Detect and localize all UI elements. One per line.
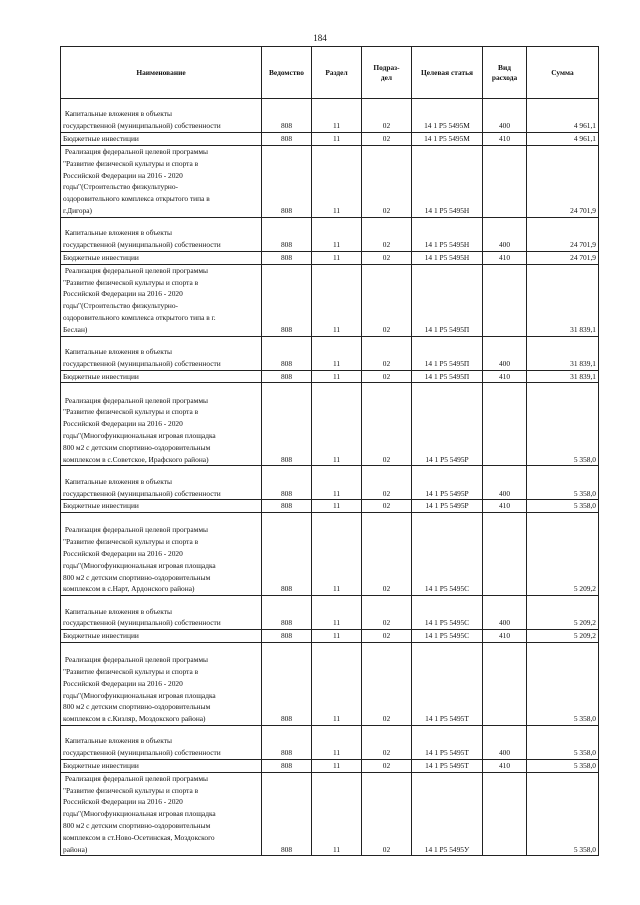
- cell-exp-type: 400: [483, 336, 527, 370]
- header-dept: Ведомство: [262, 47, 312, 99]
- cell-article: 14 1 Р5 5495Н: [412, 251, 483, 264]
- cell-exp-type: 400: [483, 596, 527, 630]
- table-row: [61, 336, 599, 370]
- cell-article: 14 1 Р5 5495Т: [412, 725, 483, 759]
- cell-name: Бюджетные инвестиции: [61, 370, 262, 383]
- table-row: [61, 264, 599, 336]
- cell-name: Реализация федеральной целевой программы "Развитие физической культуры и спорта в Российской Федерации на 2016 - 2020 годы"(Многофункциональная игровая площадка 800 м2 с детским спортивно-оздоровительным комплексом в ст.Ново-Осетинская, Моздокского района): [61, 772, 262, 856]
- cell-name: Реализация федеральной целевой программы "Развитие физической культуры и спорта в Российской Федерации на 2016 - 2020 годы"(Строительство физкультурно- оздоровительного комплекса открытого типа в г.Дигора): [61, 145, 262, 217]
- cell-exp-type: 400: [483, 725, 527, 759]
- cell-exp-type: [483, 772, 527, 856]
- header-subsection: Подраз- дел: [362, 47, 412, 99]
- cell-dept: 808: [262, 251, 312, 264]
- table-row: [61, 466, 599, 500]
- cell-section: 11: [312, 133, 362, 146]
- cell-name: Бюджетные инвестиции: [61, 251, 262, 264]
- cell-exp-type: [483, 383, 527, 466]
- cell-dept: 808: [262, 370, 312, 383]
- cell-sum: 31 839,1: [527, 264, 599, 336]
- table-row: [61, 772, 599, 856]
- table-row: [61, 642, 599, 725]
- cell-subsection: 02: [362, 642, 412, 725]
- cell-section: 11: [312, 145, 362, 217]
- cell-sum: 4 961,1: [527, 133, 599, 146]
- cell-sum: 5 358,0: [527, 772, 599, 856]
- cell-exp-type: 410: [483, 500, 527, 513]
- cell-name: Капитальные вложения в объекты государственной (муниципальной) собственности: [61, 466, 262, 500]
- table-row: [61, 596, 599, 630]
- cell-dept: 808: [262, 596, 312, 630]
- table-row: [61, 630, 599, 643]
- cell-sum: 5 358,0: [527, 383, 599, 466]
- cell-section: 11: [312, 370, 362, 383]
- cell-sum: 5 358,0: [527, 500, 599, 513]
- table-row: [61, 99, 599, 133]
- cell-exp-type: 400: [483, 466, 527, 500]
- cell-exp-type: 410: [483, 251, 527, 264]
- cell-subsection: 02: [362, 466, 412, 500]
- cell-sum: 5 358,0: [527, 466, 599, 500]
- cell-section: 11: [312, 99, 362, 133]
- cell-sum: 5 209,2: [527, 596, 599, 630]
- cell-exp-type: [483, 513, 527, 596]
- cell-article: 14 1 Р5 5495Т: [412, 642, 483, 725]
- cell-name: Капитальные вложения в объекты государственной (муниципальной) собственности: [61, 99, 262, 133]
- cell-article: 14 1 Р5 5495П: [412, 336, 483, 370]
- cell-dept: 808: [262, 772, 312, 856]
- budget-table: [60, 46, 599, 856]
- cell-dept: 808: [262, 630, 312, 643]
- table-row: [61, 370, 599, 383]
- cell-sum: 5 358,0: [527, 642, 599, 725]
- cell-article: 14 1 Р5 5495Р: [412, 466, 483, 500]
- cell-dept: 808: [262, 133, 312, 146]
- cell-exp-type: [483, 264, 527, 336]
- cell-name: Капитальные вложения в объекты государственной (муниципальной) собственности: [61, 596, 262, 630]
- cell-sum: 4 961,1: [527, 99, 599, 133]
- cell-dept: 808: [262, 513, 312, 596]
- cell-dept: 808: [262, 759, 312, 772]
- cell-name: Капитальные вложения в объекты государственной (муниципальной) собственности: [61, 725, 262, 759]
- cell-subsection: 02: [362, 133, 412, 146]
- cell-name: Капитальные вложения в объекты государственной (муниципальной) собственности: [61, 336, 262, 370]
- cell-name: Реализация федеральной целевой программы "Развитие физической культуры и спорта в Российской Федерации на 2016 - 2020 годы"(Многофункциональная игровая площадка 800 м2 с детским спортивно-оздоровительным комплексом в с.Советское, Ирафского района): [61, 383, 262, 466]
- cell-section: 11: [312, 725, 362, 759]
- cell-sum: 5 209,2: [527, 630, 599, 643]
- cell-article: 14 1 Р5 5495С: [412, 596, 483, 630]
- cell-section: 11: [312, 264, 362, 336]
- cell-sum: 31 839,1: [527, 370, 599, 383]
- cell-subsection: 02: [362, 99, 412, 133]
- cell-dept: 808: [262, 264, 312, 336]
- cell-subsection: 02: [362, 759, 412, 772]
- cell-subsection: 02: [362, 630, 412, 643]
- table-row: [61, 500, 599, 513]
- cell-article: 14 1 Р5 5495Т: [412, 759, 483, 772]
- cell-subsection: 02: [362, 500, 412, 513]
- cell-name: Бюджетные инвестиции: [61, 500, 262, 513]
- cell-article: 14 1 Р5 5495П: [412, 264, 483, 336]
- cell-article: 14 1 Р5 5495С: [412, 630, 483, 643]
- cell-section: 11: [312, 759, 362, 772]
- cell-subsection: 02: [362, 145, 412, 217]
- header-article: Целевая статья: [412, 47, 483, 99]
- header-name: Наименование: [61, 47, 262, 99]
- cell-subsection: 02: [362, 513, 412, 596]
- table-row: [61, 725, 599, 759]
- header-sum: Сумма: [527, 47, 599, 99]
- cell-subsection: 02: [362, 264, 412, 336]
- cell-dept: 808: [262, 725, 312, 759]
- cell-article: 14 1 Р5 5495М: [412, 99, 483, 133]
- header-exp-type: Вид расхода: [483, 47, 527, 99]
- cell-article: 14 1 Р5 5495С: [412, 513, 483, 596]
- cell-subsection: 02: [362, 725, 412, 759]
- cell-section: 11: [312, 466, 362, 500]
- cell-dept: 808: [262, 466, 312, 500]
- cell-section: 11: [312, 217, 362, 251]
- header-section: Раздел: [312, 47, 362, 99]
- cell-sum: 24 701,9: [527, 251, 599, 264]
- cell-subsection: 02: [362, 217, 412, 251]
- cell-subsection: 02: [362, 370, 412, 383]
- cell-section: 11: [312, 251, 362, 264]
- cell-exp-type: 410: [483, 759, 527, 772]
- cell-exp-type: 410: [483, 133, 527, 146]
- cell-exp-type: 400: [483, 99, 527, 133]
- cell-dept: 808: [262, 383, 312, 466]
- cell-exp-type: 410: [483, 630, 527, 643]
- cell-section: 11: [312, 500, 362, 513]
- page-number: 184: [313, 33, 327, 43]
- table-row: [61, 513, 599, 596]
- table-row: [61, 217, 599, 251]
- cell-name: Капитальные вложения в объекты государственной (муниципальной) собственности: [61, 217, 262, 251]
- cell-dept: 808: [262, 217, 312, 251]
- cell-section: 11: [312, 336, 362, 370]
- cell-exp-type: [483, 145, 527, 217]
- cell-subsection: 02: [362, 251, 412, 264]
- cell-name: Реализация федеральной целевой программы "Развитие физической культуры и спорта в Российской Федерации на 2016 - 2020 годы"(Многофункциональная игровая площадка 800 м2 с детским спортивно-оздоровительным комплексом в с.Нарт, Ардонского района): [61, 513, 262, 596]
- cell-article: 14 1 Р5 5495Р: [412, 383, 483, 466]
- cell-exp-type: [483, 642, 527, 725]
- cell-article: 14 1 Р5 5495М: [412, 133, 483, 146]
- cell-dept: 808: [262, 336, 312, 370]
- cell-dept: 808: [262, 500, 312, 513]
- cell-section: 11: [312, 596, 362, 630]
- cell-section: 11: [312, 630, 362, 643]
- table-row: [61, 251, 599, 264]
- cell-name: Реализация федеральной целевой программы "Развитие физической культуры и спорта в Российской Федерации на 2016 - 2020 годы"(Строительство физкультурно- оздоровительного комплекса открытого типа в г. Беслан): [61, 264, 262, 336]
- cell-subsection: 02: [362, 336, 412, 370]
- cell-dept: 808: [262, 642, 312, 725]
- cell-sum: 31 839,1: [527, 336, 599, 370]
- cell-article: 14 1 Р5 5495Р: [412, 500, 483, 513]
- cell-subsection: 02: [362, 772, 412, 856]
- cell-subsection: 02: [362, 596, 412, 630]
- cell-name: Реализация федеральной целевой программы "Развитие физической культуры и спорта в Российской Федерации на 2016 - 2020 годы"(Многофункциональная игровая площадка 800 м2 с детским спортивно-оздоровительным комплексом в с.Кизляр, Моздокского района): [61, 642, 262, 725]
- cell-sum: 24 701,9: [527, 145, 599, 217]
- cell-name: Бюджетные инвестиции: [61, 759, 262, 772]
- cell-section: 11: [312, 513, 362, 596]
- table-row: [61, 133, 599, 146]
- cell-sum: 24 701,9: [527, 217, 599, 251]
- cell-exp-type: 400: [483, 217, 527, 251]
- cell-section: 11: [312, 772, 362, 856]
- cell-dept: 808: [262, 145, 312, 217]
- cell-subsection: 02: [362, 383, 412, 466]
- cell-name: Бюджетные инвестиции: [61, 630, 262, 643]
- table-row: [61, 759, 599, 772]
- table-row: [61, 145, 599, 217]
- cell-sum: 5 209,2: [527, 513, 599, 596]
- cell-name: Бюджетные инвестиции: [61, 133, 262, 146]
- header-row: [61, 47, 599, 99]
- cell-dept: 808: [262, 99, 312, 133]
- cell-section: 11: [312, 642, 362, 725]
- cell-article: 14 1 Р5 5495У: [412, 772, 483, 856]
- cell-article: 14 1 Р5 5495П: [412, 370, 483, 383]
- cell-article: 14 1 Р5 5495Н: [412, 145, 483, 217]
- cell-sum: 5 358,0: [527, 759, 599, 772]
- cell-section: 11: [312, 383, 362, 466]
- cell-article: 14 1 Р5 5495Н: [412, 217, 483, 251]
- cell-exp-type: 410: [483, 370, 527, 383]
- cell-sum: 5 358,0: [527, 725, 599, 759]
- table-row: [61, 383, 599, 466]
